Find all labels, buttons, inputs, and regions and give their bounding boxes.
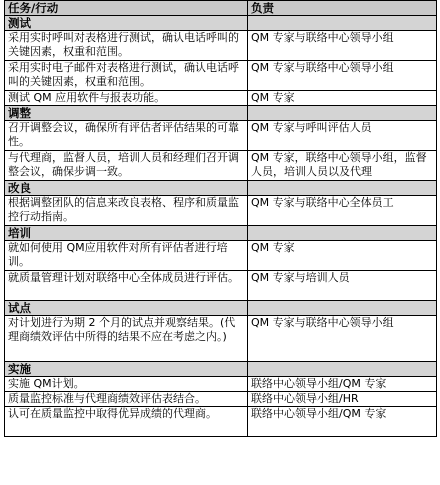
task-cell: 采用实时电子邮件对表格进行测试，确认电话呼叫的关键因素，权重和范围。 [5,61,248,91]
section-row [5,106,437,121]
table-row [5,241,437,271]
section-empty-cell [248,301,437,316]
task-responsibility-table [4,0,437,437]
table-row [5,196,437,226]
table-row [5,31,437,61]
section-row [5,226,437,241]
table-header-row [5,1,437,16]
task-cell: 测试 QM 应用软件与报表功能。 [5,91,248,106]
table-row [5,271,437,301]
section-title-improvement: 改良 [5,181,248,196]
section-title-testing: 测试 [5,16,248,31]
table-row [5,121,437,151]
section-row [5,181,437,196]
owner-cell: QM 专家 [248,241,437,271]
table-row [5,151,437,181]
task-cell: 召开调整会议，确保所有评估者评估结果的可靠性。 [5,121,248,151]
task-table-container [4,0,436,437]
task-cell: 认可在质量监控中取得优异成绩的代理商。 [5,407,248,437]
owner-cell: QM 专家与联络中心领导小组 [248,31,437,61]
owner-cell: 联络中心领导小组/QM 专家 [248,377,437,392]
section-row [5,16,437,31]
section-title-training: 培训 [5,226,248,241]
table-row [5,91,437,106]
header-task: 任务/行动 [5,1,248,16]
section-row [5,301,437,316]
section-empty-cell [248,226,437,241]
section-empty-cell [248,106,437,121]
task-cell: 就质量管理计划对联络中心全体成员进行评估。 [5,271,248,301]
owner-cell: QM 专家与联络中心领导小组 [248,61,437,91]
task-cell: 对计划进行为期 2 个月的试点并观察结果。(代理商绩效评估中所得的结果不应在考虑之内。) [5,316,248,362]
table-row [5,316,437,362]
section-empty-cell [248,16,437,31]
header-owner: 负责 [248,1,437,16]
owner-cell: QM 专家 [248,91,437,106]
owner-cell: QM 专家与培训人员 [248,271,437,301]
section-title-pilot: 试点 [5,301,248,316]
table-row [5,392,437,407]
task-cell: 质量监控标准与代理商绩效评估表结合。 [5,392,248,407]
section-empty-cell [248,362,437,377]
owner-cell: QM 专家与联络中心全体员工 [248,196,437,226]
section-empty-cell [248,181,437,196]
owner-cell: QM 专家与联络中心领导小组 [248,316,437,362]
task-cell: 根据调整团队的信息来改良表格、程序和质量监控行动指南。 [5,196,248,226]
section-row [5,362,437,377]
owner-cell: QM 专家，联络中心领导小组，监督人员，培训人员以及代理 [248,151,437,181]
task-cell: 就如何使用 QM应用软件对所有评估者进行培训。 [5,241,248,271]
table-row [5,61,437,91]
table-row [5,407,437,437]
task-cell: 实施 QM计划。 [5,377,248,392]
section-title-implementation: 实施 [5,362,248,377]
owner-cell: 联络中心领导小组/HR [248,392,437,407]
owner-cell: QM 专家与呼叫评估人员 [248,121,437,151]
section-title-adjustment: 调整 [5,106,248,121]
task-cell: 采用实时呼叫对表格进行测试，确认电话呼叫的关键因素，权重和范围。 [5,31,248,61]
owner-cell: 联络中心领导小组/QM 专家 [248,407,437,437]
table-row [5,377,437,392]
task-cell: 与代理商，监督人员，培训人员和经理们召开调整会议，确保步调一致。 [5,151,248,181]
